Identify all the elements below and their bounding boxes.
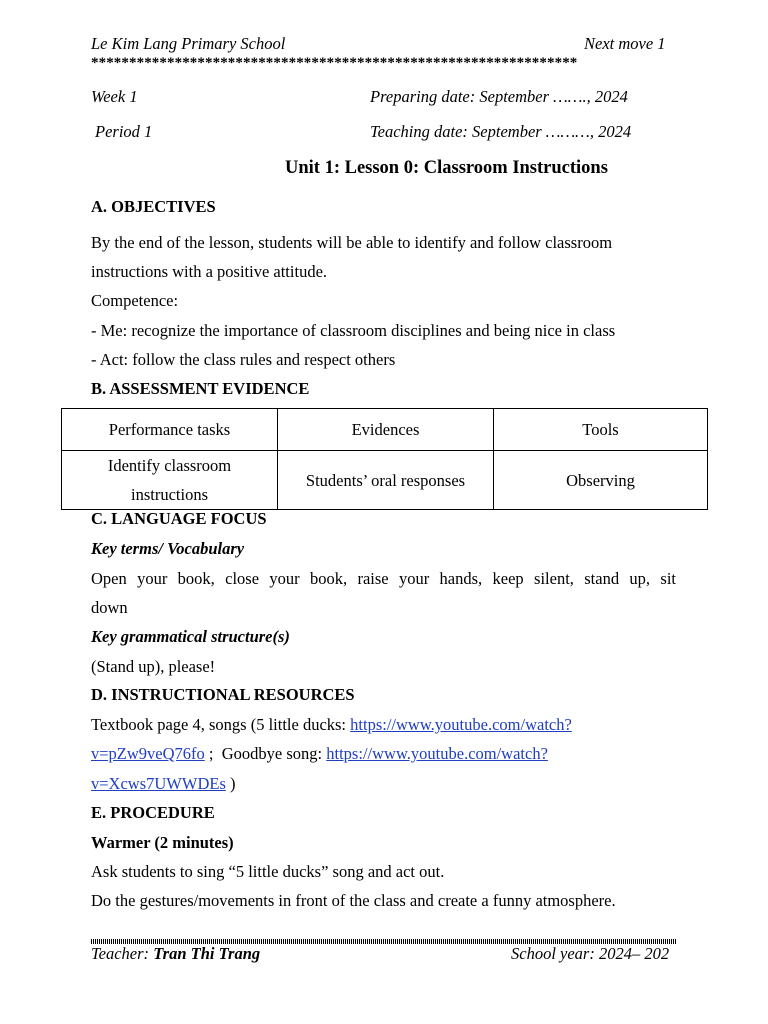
teacher-label: Teacher: — [91, 944, 154, 963]
resources-line1 — [91, 715, 572, 735]
ducks-song-link[interactable]: https://www.youtube.com/watch? — [350, 715, 572, 734]
cell-task-line2: instructions — [131, 485, 208, 504]
grammar-structure: (Stand up), please! — [91, 657, 216, 676]
vocabulary-heading: Key terms/ Vocabulary — [91, 539, 245, 558]
warmer-heading: Warmer (2 minutes) — [91, 833, 234, 852]
procedure-step1: Ask students to sing “5 little ducks” song and act out. — [91, 862, 445, 881]
footer-school-year: School year: 2024– 202 — [511, 944, 670, 963]
competence-act: - Act: follow the class rules and respect others — [91, 350, 396, 369]
competence-me: - Me: recognize the importance of classroom disciplines and being nice in class — [91, 321, 616, 340]
resources-heading: D. INSTRUCTIONAL RESOURCES — [91, 685, 355, 704]
lesson-title: Unit 1: Lesson 0: Classroom Instructions — [285, 158, 608, 178]
ducks-song-link-continued[interactable]: v=pZw9veQ76fo — [91, 744, 205, 763]
language-focus-heading: C. LANGUAGE FOCUS — [91, 509, 267, 528]
teaching-date: Teaching date: September ………, 2024 — [370, 122, 632, 141]
table-header-row — [62, 409, 708, 451]
resources-line2 — [91, 744, 548, 764]
objectives-paragraph-line1: By the end of the lesson, students will be able to identify and follow classroom — [91, 233, 613, 252]
resources-text-middle: ; Goodbye song: — [204, 744, 327, 763]
resources-text-suffix: ) — [225, 774, 236, 793]
competence-label: Competence: — [91, 291, 179, 310]
column-header-tools: Tools — [494, 409, 708, 451]
resources-text-prefix: Textbook page 4, songs (5 little ducks: — [91, 715, 351, 734]
cell-performance-task — [62, 451, 278, 510]
column-header-performance-tasks: Performance tasks — [62, 409, 278, 451]
assessment-table — [61, 408, 708, 510]
objectives-heading: A. OBJECTIVES — [91, 197, 216, 216]
footer-teacher — [91, 944, 260, 964]
cell-tool: Observing — [494, 451, 708, 510]
week-label: Week 1 — [91, 87, 138, 106]
period-label: Period 1 — [95, 122, 153, 141]
vocabulary-line2: down — [91, 598, 128, 617]
column-header-evidences: Evidences — [278, 409, 494, 451]
preparing-date: Preparing date: September ……., 2024 — [370, 87, 628, 106]
header-school: Le Kim Lang Primary School — [91, 34, 286, 53]
procedure-heading: E. PROCEDURE — [91, 803, 215, 822]
objectives-paragraph-line2: instructions with a positive attitude. — [91, 262, 328, 281]
table-row — [62, 451, 708, 510]
goodbye-song-link-continued[interactable]: v=Xcws7UWWDEs — [91, 774, 226, 793]
header-separator: **************************************************************** — [91, 55, 578, 71]
resources-line3 — [91, 774, 236, 794]
header-book: Next move 1 — [584, 34, 666, 53]
grammar-heading: Key grammatical structure(s) — [91, 627, 290, 646]
goodbye-song-link[interactable]: https://www.youtube.com/watch? — [326, 744, 548, 763]
cell-evidence: Students’ oral responses — [278, 451, 494, 510]
assessment-heading: B. ASSESSMENT EVIDENCE — [91, 379, 310, 398]
vocabulary-line1: Open your book, close your book, raise your hands, keep silent, stand up, sit — [91, 569, 676, 588]
cell-task-line1: Identify classroom — [107, 456, 232, 475]
procedure-step2: Do the gestures/movements in front of the class and create a funny atmosphere. — [91, 891, 616, 910]
teacher-name: Tran Thi Trang — [153, 944, 261, 963]
